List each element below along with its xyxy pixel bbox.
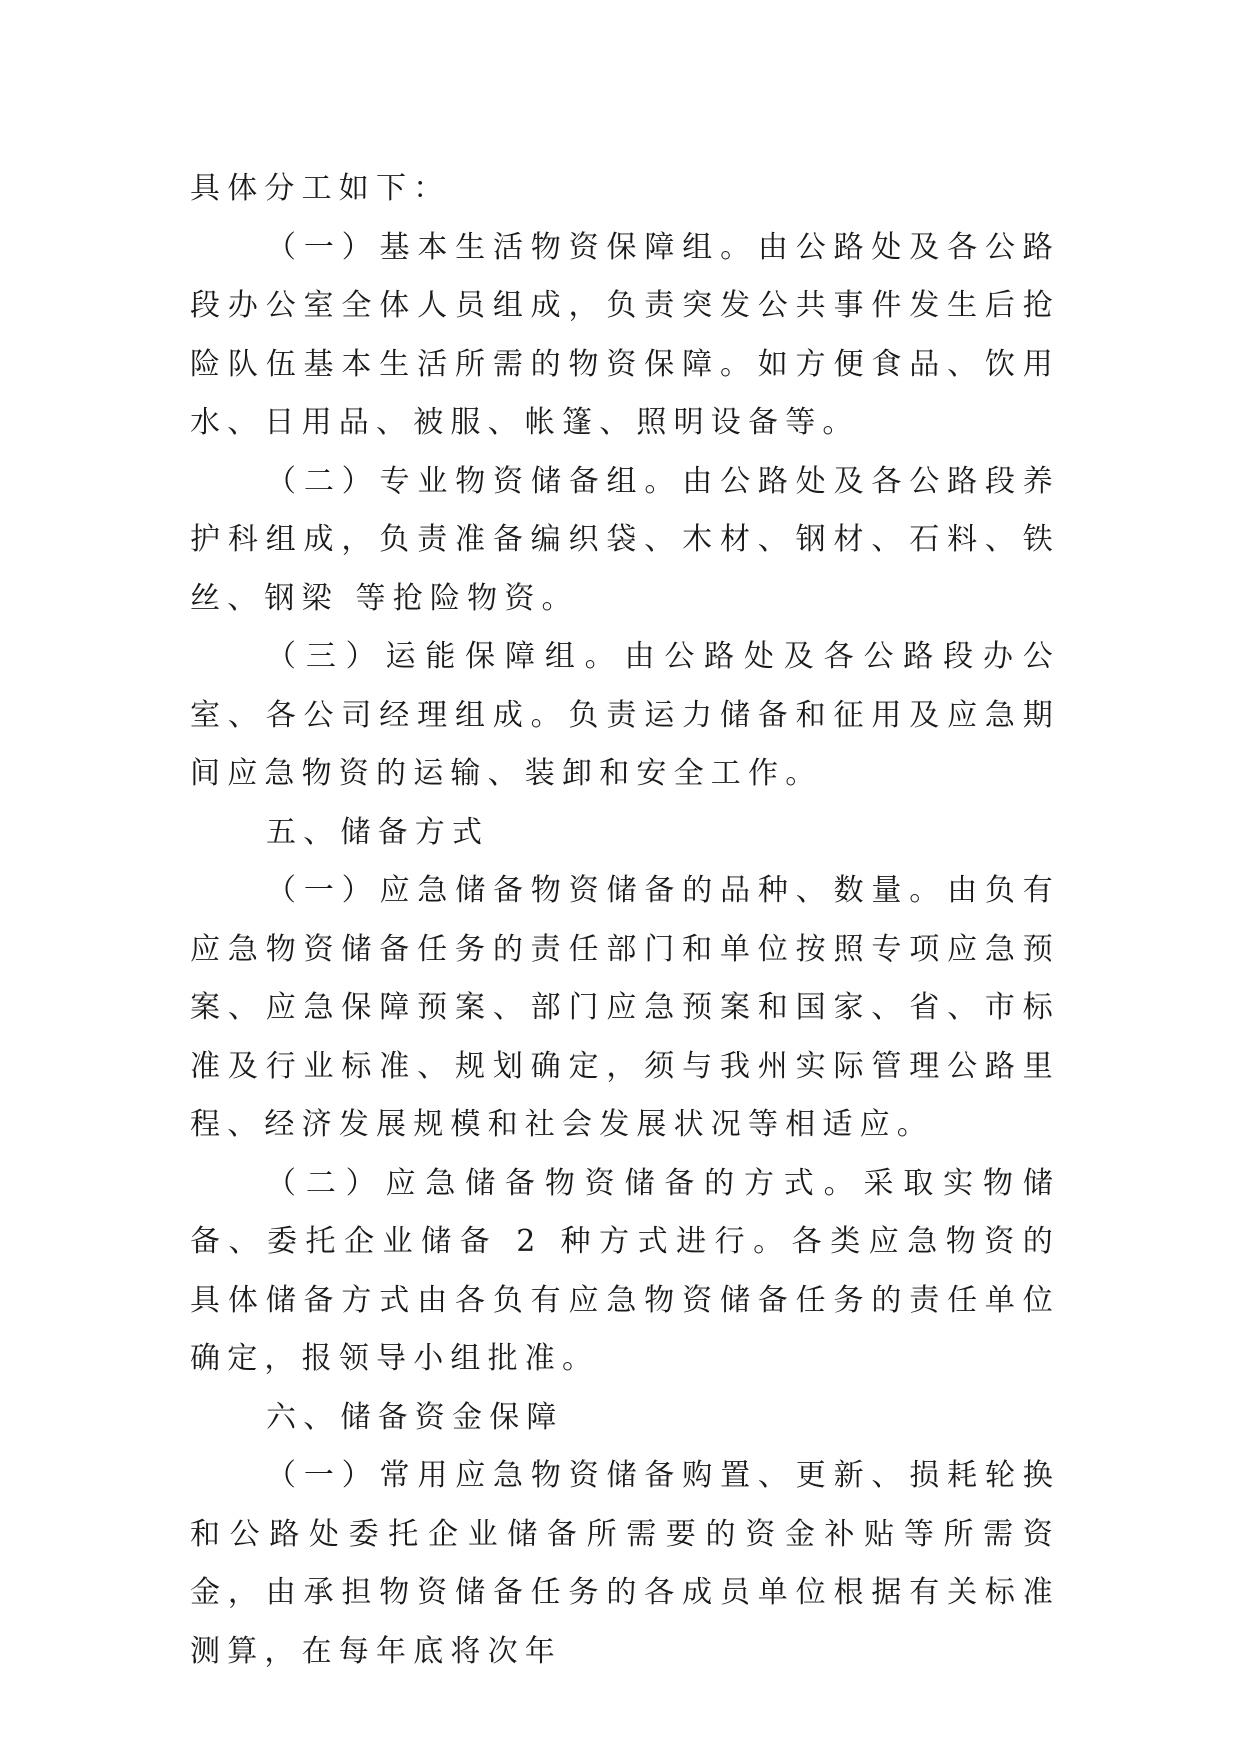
section-heading-reserve-method: 五、储备方式: [266, 814, 490, 850]
paragraph-reserve-method: （二）应急储备物资储备的方式。采取实物储备、委托企业储备 2 种方式进行。各类应急物资的具体储备方式由各负有应急物资储备任务的责任单位确定，报领导小组批准。: [190, 1165, 1060, 1376]
paragraph-transport-group: （三）运能保障组。由公路处及各公路段办公室、各公司经理组成。负责运力储备和征用及应急期间应急物资的运输、装卸和安全工作。: [190, 639, 1060, 791]
paragraph-professional-reserve-group: （二）专业物资储备组。由公路处及各公路段养护科组成，负责准备编织袋、木材、钢材、石料、铁丝、钢梁 等抢险物资。: [190, 463, 1060, 616]
section-heading-funding: 六、储备资金保障: [266, 1399, 564, 1435]
paragraph-basic-supplies-group: （一）基本生活物资保障组。由公路处及各公路段办公室全体人员组成，负责突发公共事件发生后抢险队伍基本生活所需的物资保障。如方便食品、饮用水、日用品、被服、帐篷、照明设备等。: [190, 229, 1060, 440]
document-body: [190, 160, 1060, 1681]
paragraph-funding: （一）常用应急物资储备购置、更新、损耗轮换和公路处委托企业储备所需要的资金补贴等所需资金，由承担物资储备任务的各成员单位根据有关标准测算，在每年底将次年: [190, 1458, 1060, 1669]
paragraph-intro: 具体分工如下：: [190, 171, 451, 206]
paragraph-reserve-variety: （一）应急储备物资储备的品种、数量。由负有应急物资储备任务的责任部门和单位按照专项应急预案、应急保障预案、部门应急预案和国家、省、市标准及行业标准、规划确定，须与我州实际管理公路里程、经济发展规模和社会发展状况等相适应。: [190, 873, 1060, 1142]
